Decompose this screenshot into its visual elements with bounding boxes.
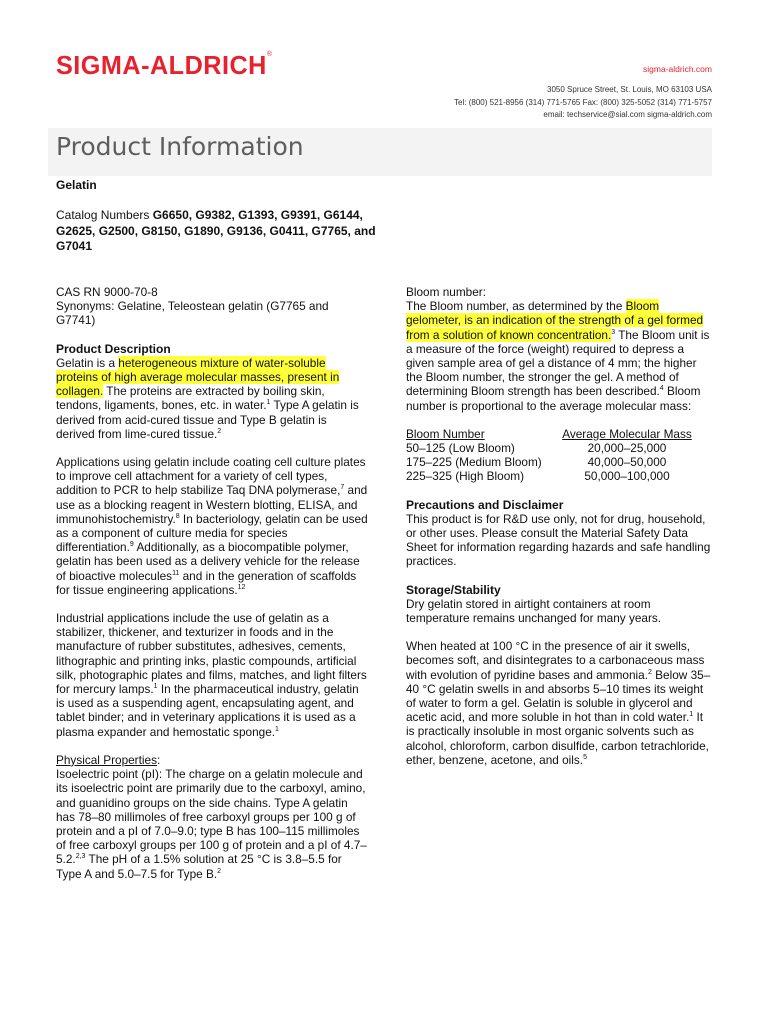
- reference: 4: [659, 385, 664, 393]
- highlight: Bloom gelometer, is an indication of the strength of a gel formed from a solution of known concentration.: [406, 299, 704, 342]
- storage-text: Dry gelatin stored in airtight containers at room temperature remains unchanged for many years.: [406, 596, 662, 626]
- contact-address: 3050 Spruce Street, St. Louis, MO 63103 USA: [547, 85, 712, 94]
- product-name: Gelatin: [56, 178, 97, 192]
- table-row: [406, 455, 712, 469]
- highlight: heterogeneous mixture of water-soluble proteins of high average molecular masses, present in collagen.: [56, 355, 340, 399]
- applications-text: Applications using gelatin include coating cell culture plates to improve cell attachment for a variety of cell types, addition to PCR to help stabilize Taq DNA polymerase,$^7$ and use as a blocking reagent in Western blotting, ELISA, and immunohistochemistry.$^8$ In bacteriology, gelatin can be used as a component of culture media for species differentiation.$^9$ Additionally, as a biocompatible polymer, gelatin has been used as a delivery vehicle for the release of bioactive molecules$^{11}$ and in the generation of scaffolds for tissue engineering applications.$^{12}$: [56, 455, 368, 597]
- reference: 1: [153, 683, 158, 691]
- table-cell: 225–325 (High Bloom): [406, 469, 525, 484]
- reference: 2: [217, 427, 222, 435]
- reference: 12: [237, 583, 246, 591]
- page-title: Product Information: [56, 132, 304, 161]
- table-row: [406, 469, 712, 483]
- reference: 1: [689, 711, 694, 719]
- reference: 11: [172, 569, 180, 577]
- precautions-text: This product is for R&D use only, not for drug, household, or other uses. Please consult the Material Safety Data Sheet for information regarding hazards and safe handling practices.: [406, 511, 711, 569]
- contact-block: [454, 84, 712, 122]
- reference: 2,3: [75, 853, 86, 861]
- catalog-number-list: G6650, G9382, G1393, G9391, G6144, G2625, G2500, G8150, G1890, G9136, G0411, G7765, and G7041: [56, 208, 376, 253]
- storage-heading: Storage/Stability: [406, 582, 501, 597]
- industrial-applications-text: Industrial applications include the use of gelatin as a stabilizer, thickener, and texturizer in foods and in the manufacture of rubber substitutes, adhesives, cements, lithographic and printing inks, plastic compounds, artificial silk, photographic plates and films, matches, and light filters for mercury lamps.$^1$ In the pharmaceutical industry, gelatin is used as a suspending agent, encapsulating agent, and tablet binder; and in veterinary applications it is used as a plasma expander and hemostatic sponge.$^1$: [56, 611, 367, 739]
- table-row: [406, 441, 712, 455]
- reference: 2: [647, 668, 652, 676]
- bloom-number-text: The Bloom number, as determined by the Bloom gelometer, is an indication of the strength of a gel formed from a solution of known concentration.$^3$ The Bloom unit is a measure of the force (weight) required to depress a given sample area of gel a distance of 4 mm; the higher the Bloom number, the stronger the gel. A method of determining Bloom strength has been described.$^4$ Bloom number is proportional to the average molecular mass:: [406, 299, 710, 413]
- contact-phone: Tel: (800) 521-8956 (314) 771-5765 Fax: (800) 325-5052 (314) 771-5757: [454, 97, 712, 107]
- bloom-table: [406, 427, 712, 484]
- bloom-number-label: Bloom number:: [406, 285, 486, 299]
- right-column: [406, 285, 712, 781]
- table-cell: 20,000–25,000: [587, 441, 667, 456]
- column-header: Average Molecular Mass: [562, 426, 692, 441]
- left-column: [56, 285, 368, 895]
- physical-properties-text: Isoelectric point (pI): The charge on a gelatin molecule and its isoelectric point are primarily due to the carboxyl, amino, and guanidino groups on the side chains. Type A gelatin has 78–80 millimoles of free carboxyl groups per 100 g of protein and a pI of 7.0–9.0; type B has 100–115 millimoles of free carboxyl groups per 100 g of protein and a pI of 4.7–5.2.$^{2,3}$ The pH of a 1.5% solution at 25 °C is 3.8–5.5 for Type A and 5.0–7.5 for Type B.$^2$: [56, 767, 367, 881]
- sigma-aldrich-logo: [56, 51, 272, 79]
- catalog-numbers: [56, 208, 376, 255]
- heating-behavior-text: When heated at 100 °C in the presence of air it swells, becomes soft, and disintegrates to a carbonaceous mass with evolution of pyridine bases and ammonia.$^2$ Below 35–40 °C gelatin swells in and absorbs 5–10 times its weight of water to form a gel. Gelatin is soluble in glycerol and acetic acid, and more soluble in hot than in cold water.$^1$ It is practically insoluble in most organic solvents such as alcohol, chloroform, carbon disulfide, carbon tetrachloride, ether, benzene, acetone, and oils.$^5$: [406, 639, 711, 767]
- table-cell: 40,000–50,000: [587, 455, 667, 470]
- physical-properties-heading: Physical Properties:: [56, 752, 161, 767]
- reference: 2: [217, 867, 222, 875]
- precautions-heading: Precautions and Disclaimer: [406, 497, 564, 512]
- synonyms: Synonyms: Gelatine, Teleostean gelatin (G7765 and G7741): [56, 299, 329, 328]
- logo-text: SIGMA-ALDRICH: [56, 50, 267, 80]
- reference: 5: [583, 753, 587, 761]
- table-cell: 50–125 (Low Bloom): [406, 441, 515, 456]
- reference: 1: [266, 399, 271, 407]
- reference: 9: [129, 541, 134, 549]
- product-description-heading: Product Description: [56, 341, 171, 356]
- contact-email: email: techservice@sial.com sigma-aldrich.com: [543, 110, 712, 119]
- site-url[interactable]: sigma-aldrich.com: [643, 64, 712, 74]
- reference: 7: [340, 484, 345, 492]
- table-cell: 50,000–100,000: [584, 469, 670, 484]
- reference: 8: [175, 512, 180, 520]
- cas-number: CAS RN 9000-70-8: [56, 285, 158, 299]
- registered-mark: ®: [266, 51, 273, 58]
- reference: 3: [611, 328, 616, 336]
- column-header: Bloom Number: [406, 426, 485, 441]
- table-cell: 175–225 (Medium Bloom): [406, 455, 542, 470]
- reference: 1: [275, 725, 279, 733]
- table-header-row: [406, 427, 712, 441]
- product-description-text: Gelatin is a heterogeneous mixture of water-soluble proteins of high average molecular masses, present in collagen. The proteins are extracted by boiling skin, tendons, ligaments, bones, etc. in water.$^1$ Type A gelatin is derived from acid-cured tissue and Type B gelatin is derived from lime-cured tissue.$^2$: [56, 355, 359, 441]
- catalog-label: Catalog Numbers: [56, 208, 153, 222]
